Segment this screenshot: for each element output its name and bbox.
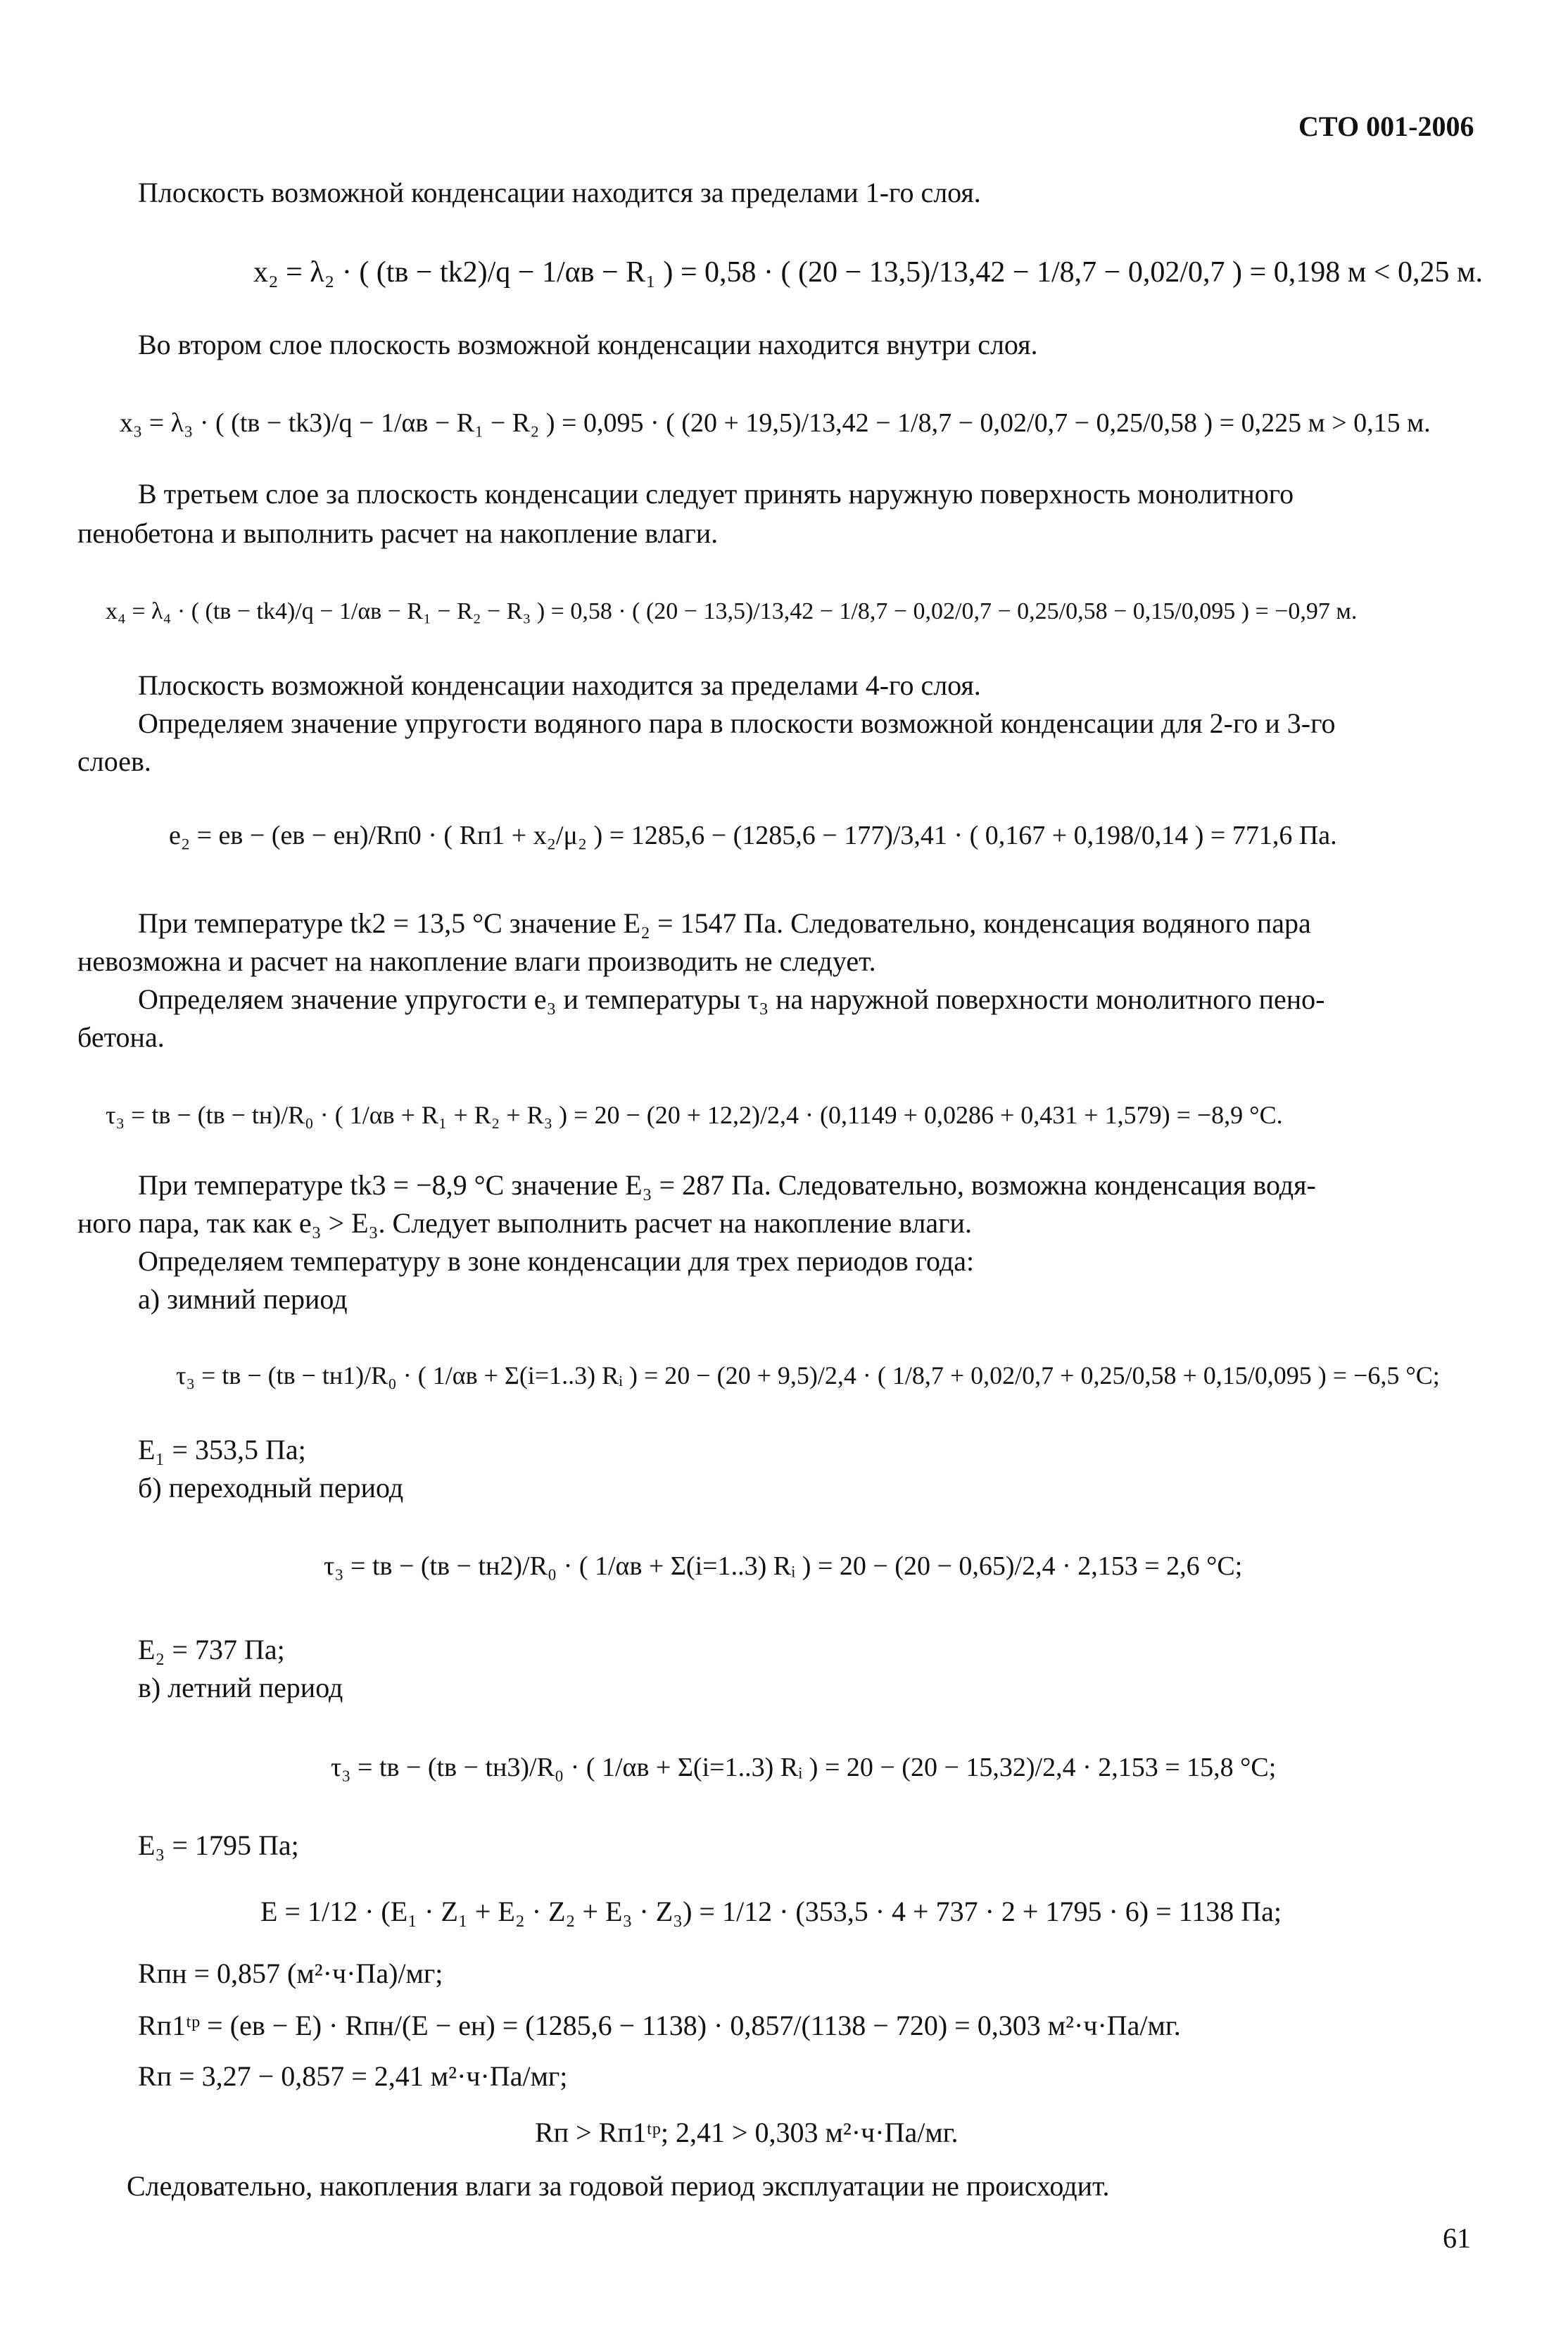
list-item: а) зимний период: [138, 1283, 348, 1315]
list-item: б) переходный период: [138, 1472, 404, 1504]
paragraph-line: Определяем значение упругости водяного пара в плоскости возможной конденсации для 2-го и 3-го: [138, 707, 1336, 739]
paragraph-line: E₂ = 737 Па;: [138, 1634, 285, 1665]
paragraph-line: ного пара, так как e₃ > E₃. Следует выполнить расчет на накопление влаги.: [77, 1207, 972, 1239]
formula-tau3-summer: τ₃ = tв − (tв − tн3)/R₀ · ( 1/αв + Σ(i=1..3) Rᵢ ) = 20 − (20 − 15,32)/2,4 · 2,153 = 15,8 °С;: [331, 1753, 1277, 1782]
paragraph-line: Rп = 3,27 − 0,857 = 2,41 м²·ч·Па/мг;: [138, 2060, 568, 2092]
paragraph-line: При температуре tk3 = −8,9 °С значение E₃ = 287 Па. Следовательно, возможна конденсация водя-: [138, 1169, 1316, 1201]
paragraph-line: Плоскость возможной конденсации находится за пределами 1-го слоя.: [138, 177, 981, 208]
formula-x4: x₄ = λ₄ · ( (tв − tk4)/q − 1/αв − R₁ − R₂ − R₃ ) = 0,58 · ( (20 − 13,5)/13,42 − 1/8,7 − 0,02/0,7 − 0,25/0,58 − 0,15/0,095 ) = −0,97 м.: [106, 598, 1358, 624]
paragraph-line: Плоскость возможной конденсации находится за пределами 4-го слоя.: [138, 669, 981, 701]
paragraph-line: Определяем значение упругости e₃ и температуры τ₃ на наружной поверхности монолитного пено-: [138, 983, 1325, 1015]
formula-E: E = 1/12 · (E₁ · Z₁ + E₂ · Z₂ + E₃ · Z₃) = 1/12 · (353,5 · 4 + 737 · 2 + 1795 · 6) = 1138 Па;: [260, 1896, 1282, 1927]
paragraph-line: E₃ = 1795 Па;: [138, 1829, 299, 1861]
formula-tau3: τ₃ = tв − (tв − tн)/R₀ · ( 1/αв + R₁ + R₂ + R₃ ) = 20 − (20 + 12,2)/2,4 · (0,1149 + 0,0286 + 0,431 + 1,579) = −8,9 °С.: [106, 1101, 1283, 1129]
formula-x3: x₃ = λ₃ · ( (tв − tk3)/q − 1/αв − R₁ − R₂ ) = 0,095 · ( (20 + 19,5)/13,42 − 1/8,7 − 0,02/0,7 − 0,25/0,58 ) = 0,225 м > 0,15 м.: [120, 408, 1431, 438]
paragraph-line: бетона.: [77, 1021, 165, 1053]
paragraph-line: При температуре tk2 = 13,5 °С значение E₂ = 1547 Па. Следовательно, конденсация водяного пара: [138, 907, 1311, 939]
paragraph-line: пенобетона и выполнить расчет на накопление влаги.: [77, 517, 719, 549]
formula-tau3-winter: τ₃ = tв − (tв − tн1)/R₀ · ( 1/αв + Σ(i=1..3) Rᵢ ) = 20 − (20 + 9,5)/2,4 · ( 1/8,7 + 0,02/0,7 + 0,25/0,58 + 0,15/0,095 ) = −6,5 °С;: [176, 1361, 1440, 1389]
document-header: СТО 001-2006: [1298, 111, 1474, 142]
formula-compare: Rп > Rп1ᵗᵖ; 2,41 > 0,303 м²·ч·Па/мг.: [535, 2117, 959, 2148]
paragraph-line: В третьем слое за плоскость конденсации следует принять наружную поверхность монолитного: [138, 478, 1294, 510]
paragraph-line: E₁ = 353,5 Па;: [138, 1434, 306, 1466]
list-item: в) летний период: [138, 1672, 343, 1703]
formula-tau3-transition: τ₃ = tв − (tв − tн2)/R₀ · ( 1/αв + Σ(i=1..3) Rᵢ ) = 20 − (20 − 0,65)/2,4 · 2,153 = 2,6 °С;: [324, 1551, 1243, 1581]
paragraph-line: Rпн = 0,857 (м²·ч·Па)/мг;: [138, 1958, 443, 1989]
formula-Rp1: Rп1ᵗᵖ = (eв − E) · Rпн/(E − eн) = (1285,6 − 1138) · 0,857/(1138 − 720) = 0,303 м²·ч·Па/мг.: [138, 2010, 1181, 2041]
formula-x2: x₂ = λ₂ · ( (tв − tk2)/q − 1/αв − R₁ ) = 0,58 · ( (20 − 13,5)/13,42 − 1/8,7 − 0,02/0,7 ) = 0,198 м < 0,25 м.: [253, 256, 1484, 289]
page-number: 61: [1443, 2222, 1471, 2254]
formula-e2: e₂ = eв − (eв − eн)/Rп0 · ( Rп1 + x₂/μ₂ ) = 1285,6 − (1285,6 − 177)/3,41 · ( 0,167 + 0,198/0,14 ) = 771,6 Па.: [169, 821, 1337, 850]
paragraph-line: невозможна и расчет на накопление влаги производить не следует.: [77, 945, 876, 977]
paragraph-line: Определяем температуру в зоне конденсации для трех периодов года:: [138, 1245, 975, 1277]
paragraph-line: Следовательно, накопления влаги за годовой период эксплуатации не происходит.: [127, 2170, 1110, 2202]
paragraph-line: Во втором слое плоскость возможной конденсации находится внутри слоя.: [138, 329, 1038, 360]
paragraph-line: слоев.: [77, 745, 151, 777]
